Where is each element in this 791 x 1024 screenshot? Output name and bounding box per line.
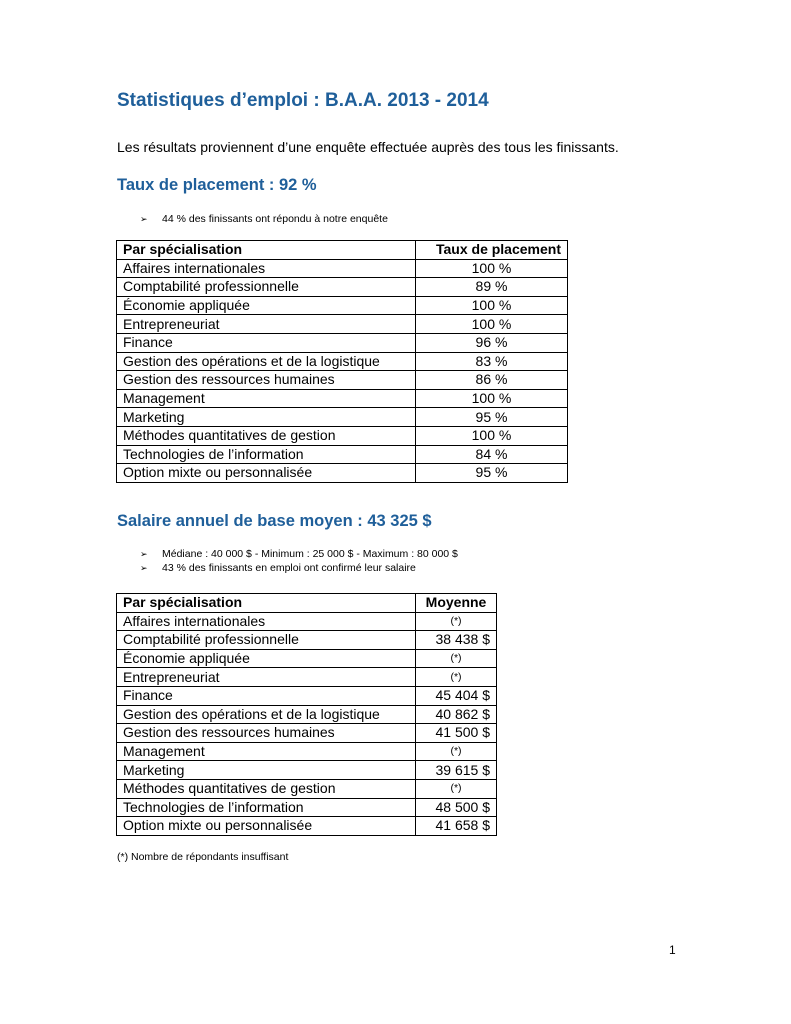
table-row	[117, 333, 568, 352]
table-row	[117, 278, 568, 297]
page-number: 1	[669, 943, 676, 957]
specialization-cell: Marketing	[117, 761, 416, 780]
footnote: (*) Nombre de répondants insuffisant	[117, 851, 289, 863]
value-cell: 100 %	[416, 315, 568, 334]
value-cell: (*)	[416, 612, 497, 631]
bullet-text: 44 % des finissants ont répondu à notre enquête	[162, 213, 388, 225]
value-cell: 100 %	[416, 389, 568, 408]
bullet-item	[140, 212, 388, 226]
salary-table	[116, 593, 497, 836]
table-row	[117, 631, 497, 650]
table-row	[117, 817, 497, 836]
table-row	[117, 779, 497, 798]
placement-bullets	[140, 212, 388, 226]
table-row	[117, 371, 568, 390]
column-header-average: Moyenne	[416, 594, 497, 613]
arrow-bullet-icon: ➢	[140, 214, 148, 224]
value-cell: 41 500 $	[416, 724, 497, 743]
page-title: Statistiques d’emploi : B.A.A. 2013 - 2014	[117, 90, 489, 111]
column-header-placement-rate: Taux de placement	[416, 241, 568, 260]
value-cell: 40 862 $	[416, 705, 497, 724]
value-cell: 100 %	[416, 426, 568, 445]
value-cell: (*)	[416, 649, 497, 668]
table-header-row	[117, 241, 568, 260]
value-cell: 41 658 $	[416, 817, 497, 836]
specialization-cell: Économie appliquée	[117, 296, 416, 315]
table-row	[117, 426, 568, 445]
bullet-text: Médiane : 40 000 $ - Minimum : 25 000 $ - Maximum : 80 000 $	[162, 548, 458, 560]
table-row	[117, 315, 568, 334]
table-row	[117, 389, 568, 408]
value-cell: 48 500 $	[416, 798, 497, 817]
value-cell: 100 %	[416, 296, 568, 315]
specialization-cell: Gestion des opérations et de la logistique	[117, 705, 416, 724]
specialization-cell: Management	[117, 389, 416, 408]
salary-heading: Salaire annuel de base moyen : 43 325 $	[117, 512, 432, 530]
intro-text: Les résultats proviennent d’une enquête effectuée auprès des tous les finissants.	[117, 139, 619, 155]
value-cell: 100 %	[416, 259, 568, 278]
value-cell: 96 %	[416, 333, 568, 352]
specialization-cell: Technologies de l’information	[117, 798, 416, 817]
arrow-bullet-icon: ➢	[140, 549, 148, 559]
value-cell: 45 404 $	[416, 686, 497, 705]
specialization-cell: Finance	[117, 686, 416, 705]
specialization-cell: Entrepreneuriat	[117, 315, 416, 334]
table-row	[117, 259, 568, 278]
value-cell: 95 %	[416, 408, 568, 427]
specialization-cell: Méthodes quantitatives de gestion	[117, 779, 416, 798]
specialization-cell: Gestion des ressources humaines	[117, 371, 416, 390]
value-cell: 84 %	[416, 445, 568, 464]
value-cell: 95 %	[416, 464, 568, 483]
value-cell: (*)	[416, 668, 497, 687]
bullet-item	[140, 547, 458, 561]
value-cell: 86 %	[416, 371, 568, 390]
specialization-cell: Gestion des opérations et de la logistique	[117, 352, 416, 371]
specialization-cell: Affaires internationales	[117, 612, 416, 631]
specialization-cell: Économie appliquée	[117, 649, 416, 668]
specialization-cell: Affaires internationales	[117, 259, 416, 278]
table-row	[117, 408, 568, 427]
table-row	[117, 352, 568, 371]
value-cell: 89 %	[416, 278, 568, 297]
table-row	[117, 761, 497, 780]
table-row	[117, 649, 497, 668]
specialization-cell: Finance	[117, 333, 416, 352]
specialization-cell: Gestion des ressources humaines	[117, 724, 416, 743]
bullet-item	[140, 561, 458, 575]
table-row	[117, 296, 568, 315]
bullet-text: 43 % des finissants en emploi ont confirmé leur salaire	[162, 562, 416, 574]
table-row	[117, 705, 497, 724]
specialization-cell: Management	[117, 742, 416, 761]
specialization-cell: Entrepreneuriat	[117, 668, 416, 687]
value-cell: 83 %	[416, 352, 568, 371]
table-row	[117, 464, 568, 483]
table-row	[117, 686, 497, 705]
specialization-cell: Comptabilité professionnelle	[117, 631, 416, 650]
value-cell: 38 438 $	[416, 631, 497, 650]
table-header-row	[117, 594, 497, 613]
table-row	[117, 798, 497, 817]
specialization-cell: Option mixte ou personnalisée	[117, 817, 416, 836]
specialization-cell: Marketing	[117, 408, 416, 427]
table-row	[117, 724, 497, 743]
table-row	[117, 742, 497, 761]
column-header-specialization: Par spécialisation	[117, 594, 416, 613]
placement-heading: Taux de placement : 92 %	[117, 176, 317, 194]
value-cell: (*)	[416, 742, 497, 761]
specialization-cell: Méthodes quantitatives de gestion	[117, 426, 416, 445]
value-cell: 39 615 $	[416, 761, 497, 780]
specialization-cell: Technologies de l’information	[117, 445, 416, 464]
specialization-cell: Comptabilité professionnelle	[117, 278, 416, 297]
value-cell: (*)	[416, 779, 497, 798]
table-row	[117, 612, 497, 631]
salary-bullets	[140, 547, 458, 575]
column-header-specialization: Par spécialisation	[117, 241, 416, 260]
table-row	[117, 445, 568, 464]
placement-table	[116, 240, 568, 483]
arrow-bullet-icon: ➢	[140, 563, 148, 573]
specialization-cell: Option mixte ou personnalisée	[117, 464, 416, 483]
table-row	[117, 668, 497, 687]
